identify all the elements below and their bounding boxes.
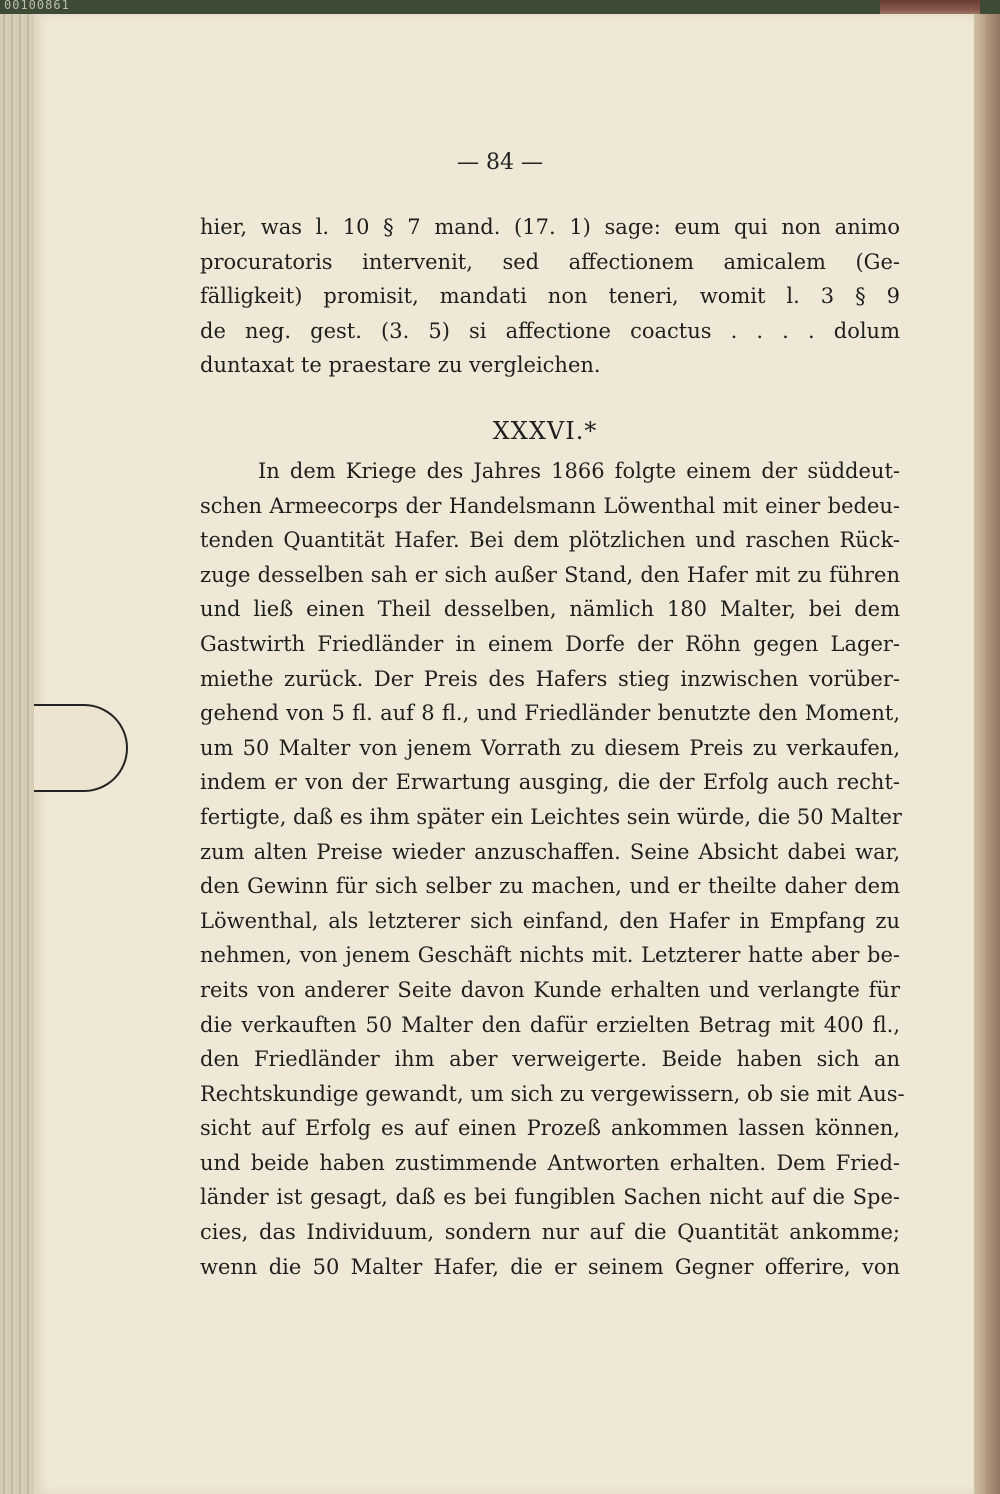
text-line: länder ist gesagt, daß es bei fungiblen Sachen nicht auf die Spe-	[200, 1185, 900, 1210]
page-stack-right	[974, 14, 1000, 1494]
text-line: und beide haben zustimmende Antworten erhalten. Dem Fried-	[200, 1150, 900, 1175]
text-line: de neg. gest. (3. 5) si affectione coactus . . . . dolum	[200, 318, 900, 343]
intro-paragraph	[200, 210, 900, 383]
text-line: wenn die 50 Malter Hafer, die er seinem Gegner offerire, von	[200, 1254, 900, 1279]
page-tab-marker	[34, 704, 128, 792]
page-number: — 84 —	[457, 150, 543, 175]
text-line: indem er von der Erwartung ausging, die der Erfolg auch recht-	[200, 770, 900, 795]
section-heading: XXXVI.*	[492, 417, 598, 445]
text-line: sicht auf Erfolg es auf einen Prozeß ankommen lassen können,	[200, 1116, 900, 1141]
text-line: nehmen, von jenem Geschäft nichts mit. Letzterer hatte aber be-	[200, 943, 900, 968]
text-line: hier, was l. 10 § 7 mand. (17. 1) sage: eum qui non animo	[200, 215, 900, 239]
text-line: die verkauften 50 Malter den dafür erzielten Betrag mit 400 fl.,	[200, 1012, 900, 1037]
text-line: duntaxat te praestare zu vergleichen.	[200, 353, 601, 378]
text-line: den Friedländer ihm aber verweigerte. Beide haben sich an	[200, 1047, 900, 1072]
text-line: zuge desselben sah er sich außer Stand, den Hafer mit zu führen	[200, 562, 900, 587]
text-line: fälligkeit) promisit, mandati non teneri, womit l. 3 § 9	[200, 284, 900, 309]
page-stack-left	[0, 14, 34, 1494]
text-line: den Gewinn für sich selber zu machen, und er theilte daher dem	[200, 874, 900, 899]
text-line: procuratoris intervenit, sed affectionem amicalem (Ge-	[200, 249, 900, 274]
text-line: fertigte, daß es ihm später ein Leichtes sein würde, die 50 Malter	[200, 804, 902, 829]
text-line: tenden Quantität Hafer. Bei dem plötzlichen und raschen Rück-	[200, 528, 900, 553]
text-line: Löwenthal, als letzterer sich einfand, den Hafer in Empfang zu	[200, 908, 900, 933]
text-line: Rechtskundige gewandt, um sich zu vergewissern, ob sie mit Aus-	[200, 1081, 905, 1106]
text-line: Gastwirth Friedländer in einem Dorfe der Röhn gegen Lager-	[200, 631, 900, 656]
text-line: zum alten Preise wieder anzuschaffen. Seine Absicht dabei war,	[200, 839, 900, 864]
body-paragraph	[200, 454, 905, 1284]
text-line: schen Armeecorps der Handelsmann Löwenthal mit einer bedeu-	[200, 493, 900, 518]
text-line: reits von anderer Seite davon Kunde erhalten und verlangte für	[200, 977, 900, 1002]
scan-edge-label: 00100861	[4, 0, 70, 12]
scan-top-strip	[0, 0, 1000, 14]
text-line: miethe zurück. Der Preis des Hafers stieg inzwischen vorüber-	[200, 666, 900, 691]
text-line: um 50 Malter von jenem Vorrath zu diesem Preis zu verkaufen,	[200, 735, 900, 760]
text-line: und ließ einen Theil desselben, nämlich 180 Malter, bei dem	[200, 597, 900, 622]
text-line: In dem Kriege des Jahres 1866 folgte einem der süddeut-	[258, 459, 900, 483]
text-line: cies, das Individuum, sondern nur auf die Quantität ankomme;	[200, 1220, 900, 1245]
text-line: gehend von 5 fl. auf 8 fl., und Friedländer benutzte den Moment,	[200, 701, 900, 726]
